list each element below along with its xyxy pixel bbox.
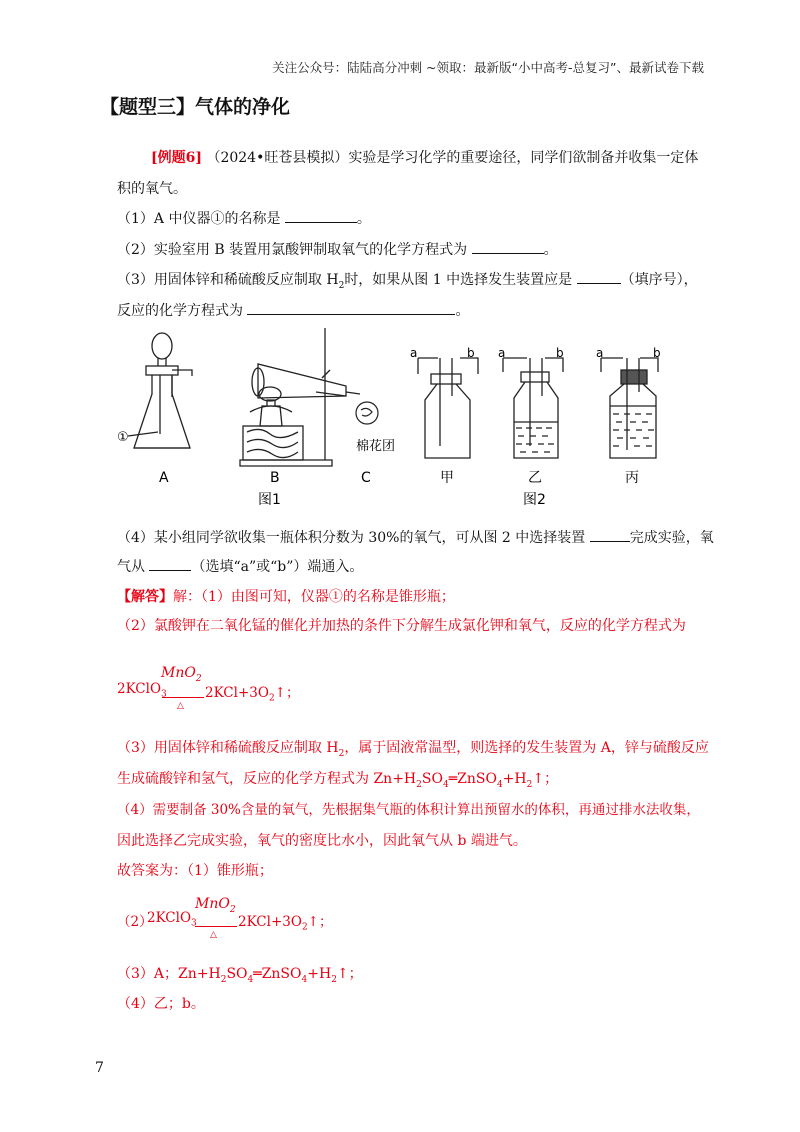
eq2-left: 2KClO$_3$ [147,910,197,929]
cotton-label: 棉花团 [356,439,396,454]
eq2-bar [195,926,237,927]
intro-text-1: （2024•旺苍县模拟）实验是学习化学的重要途径，同学们欲制备并收集一定体 [206,150,699,166]
q1-end: 。 [356,211,371,227]
eq1-right: $2KCl+3O_2↑$； [205,685,300,704]
q3-text-b: 时，如果从图 1 中选择发生装置应是 [344,272,573,288]
eq2-heat: △ [210,930,217,940]
answer-tag: 【解答】 [117,589,173,605]
q2-text: （2）实验室用 B 装置用氯酸钾制取氧气的化学方程式为 [117,242,468,258]
yi-port-b: b [556,346,564,360]
q2-blank [472,253,544,254]
apparatus-c [356,402,378,424]
bing-port-a: a [596,346,604,360]
q4-blank-2 [149,570,191,571]
question-4 [117,528,714,548]
label-yi: 乙 [528,470,542,486]
q2-end: 。 [543,242,558,258]
answer-line-1 [117,587,455,607]
answer-line-4b: 因此选择乙完成实验，氧气的密度比水小，因此氧气从 b 端进气。 [117,833,527,849]
apparatus-jia [418,358,478,458]
eq1-left: 2KClO$_3$ [117,681,167,700]
question-1 [117,209,371,229]
final-answer-label: 故答案为：（1）锥形瓶； [117,863,273,879]
final-answer-3: （3）A；$Zn+H_2SO_4═ZnSO_4+H_2↑$； [117,966,363,985]
apparatus-figure [100,322,700,512]
q3-text-d: 反应的化学方程式为 [117,303,243,319]
apparatus-yi [503,358,563,458]
q4-text-a: （4）某小组同学欲收集一瓶体积分数为 30%的氧气，可从图 2 中选择装置 [117,530,586,546]
page-number: 7 [95,1060,104,1076]
question-3 [117,270,698,296]
question-intro-line1 [151,148,698,168]
bing-port-b: b [653,346,661,360]
apparatus-a [128,333,192,448]
final-2-prefix: （2） [117,914,153,930]
q3-text-c: （填序号）， [620,272,698,288]
q3-text-a: （3）用固体锌和稀硫酸反应制取 H [117,272,339,288]
apparatus-bing [601,358,658,458]
label-jia: 甲 [440,470,454,486]
eq1-heat: △ [177,701,184,711]
eq1-catalyst: MnO$_2$ [161,665,202,684]
label-bing: 丙 [625,470,639,486]
page-header: 关注公众号：陆陆高分冲刺 ~领取：最新版“小中高考-总复习”、最新试卷下载 [272,60,704,75]
answer-line-3a: （3）用固体锌和稀硫酸反应制取 $H_2$，属于固液常温型，则选择的发生装置为 A，锌与硫酸反应 [117,740,709,759]
q4-text-c: 气从 [117,559,145,575]
jia-port-b: b [467,346,475,360]
eq2-catalyst: MnO$_2$ [195,896,236,915]
equation-kclo3 [117,665,317,715]
section-title: 【题型三】气体的净化 [100,96,291,118]
apparatus-b [240,328,360,466]
q3-blank-1 [577,283,621,284]
answer-l1: 解：（1）由图可知，仪器①的名称是锥形瓶； [173,589,455,605]
question-intro-line2: 积的氧气。 [117,181,187,197]
q1-text: （1）A 中仪器①的名称是 [117,211,281,227]
final-answer-4: （4）乙；b。 [117,996,205,1012]
figure-2-caption: 图2 [523,492,546,508]
q4-text-b: 完成实验，氧 [629,530,714,546]
final-answer-2 [117,896,357,946]
answer-line-2: （2）氯酸钾在二氧化锰的催化并加热的条件下分解生成氯化钾和氧气，反应的化学方程式为 [117,618,686,634]
question-2 [117,240,558,260]
yi-port-a: a [498,346,506,360]
q3-sub: 2 [338,280,345,291]
q1-blank [285,222,357,223]
eq2-right: $2KCl+3O_2↑$； [238,914,333,933]
answer-line-4a: （4）需要制备 30%含量的氧气，先根据集气瓶的体积计算出预留水的体积，再通过排水法收集， [117,802,700,818]
instrument-1-label: ① [117,430,129,445]
question-4-cont [117,557,363,577]
q3-end: 。 [455,303,470,319]
q3-blank-2 [247,314,455,315]
question-3-cont [117,301,469,321]
example-tag: [例题6] [151,150,202,166]
q4-text-d: （选填“a”或“b”）端通入。 [191,559,364,575]
label-c: C [361,470,371,486]
label-b: B [270,470,280,486]
answer-line-3b: 生成硫酸锌和氢气，反应的化学方程式为 $Zn+H_2SO_4═ZnSO_4+H_2↑$； [117,771,559,790]
jia-port-a: a [410,346,418,360]
label-a: A [159,470,169,486]
figure-1-caption: 图1 [258,492,281,508]
eq1-bar [162,697,204,698]
q4-blank-1 [590,541,630,542]
